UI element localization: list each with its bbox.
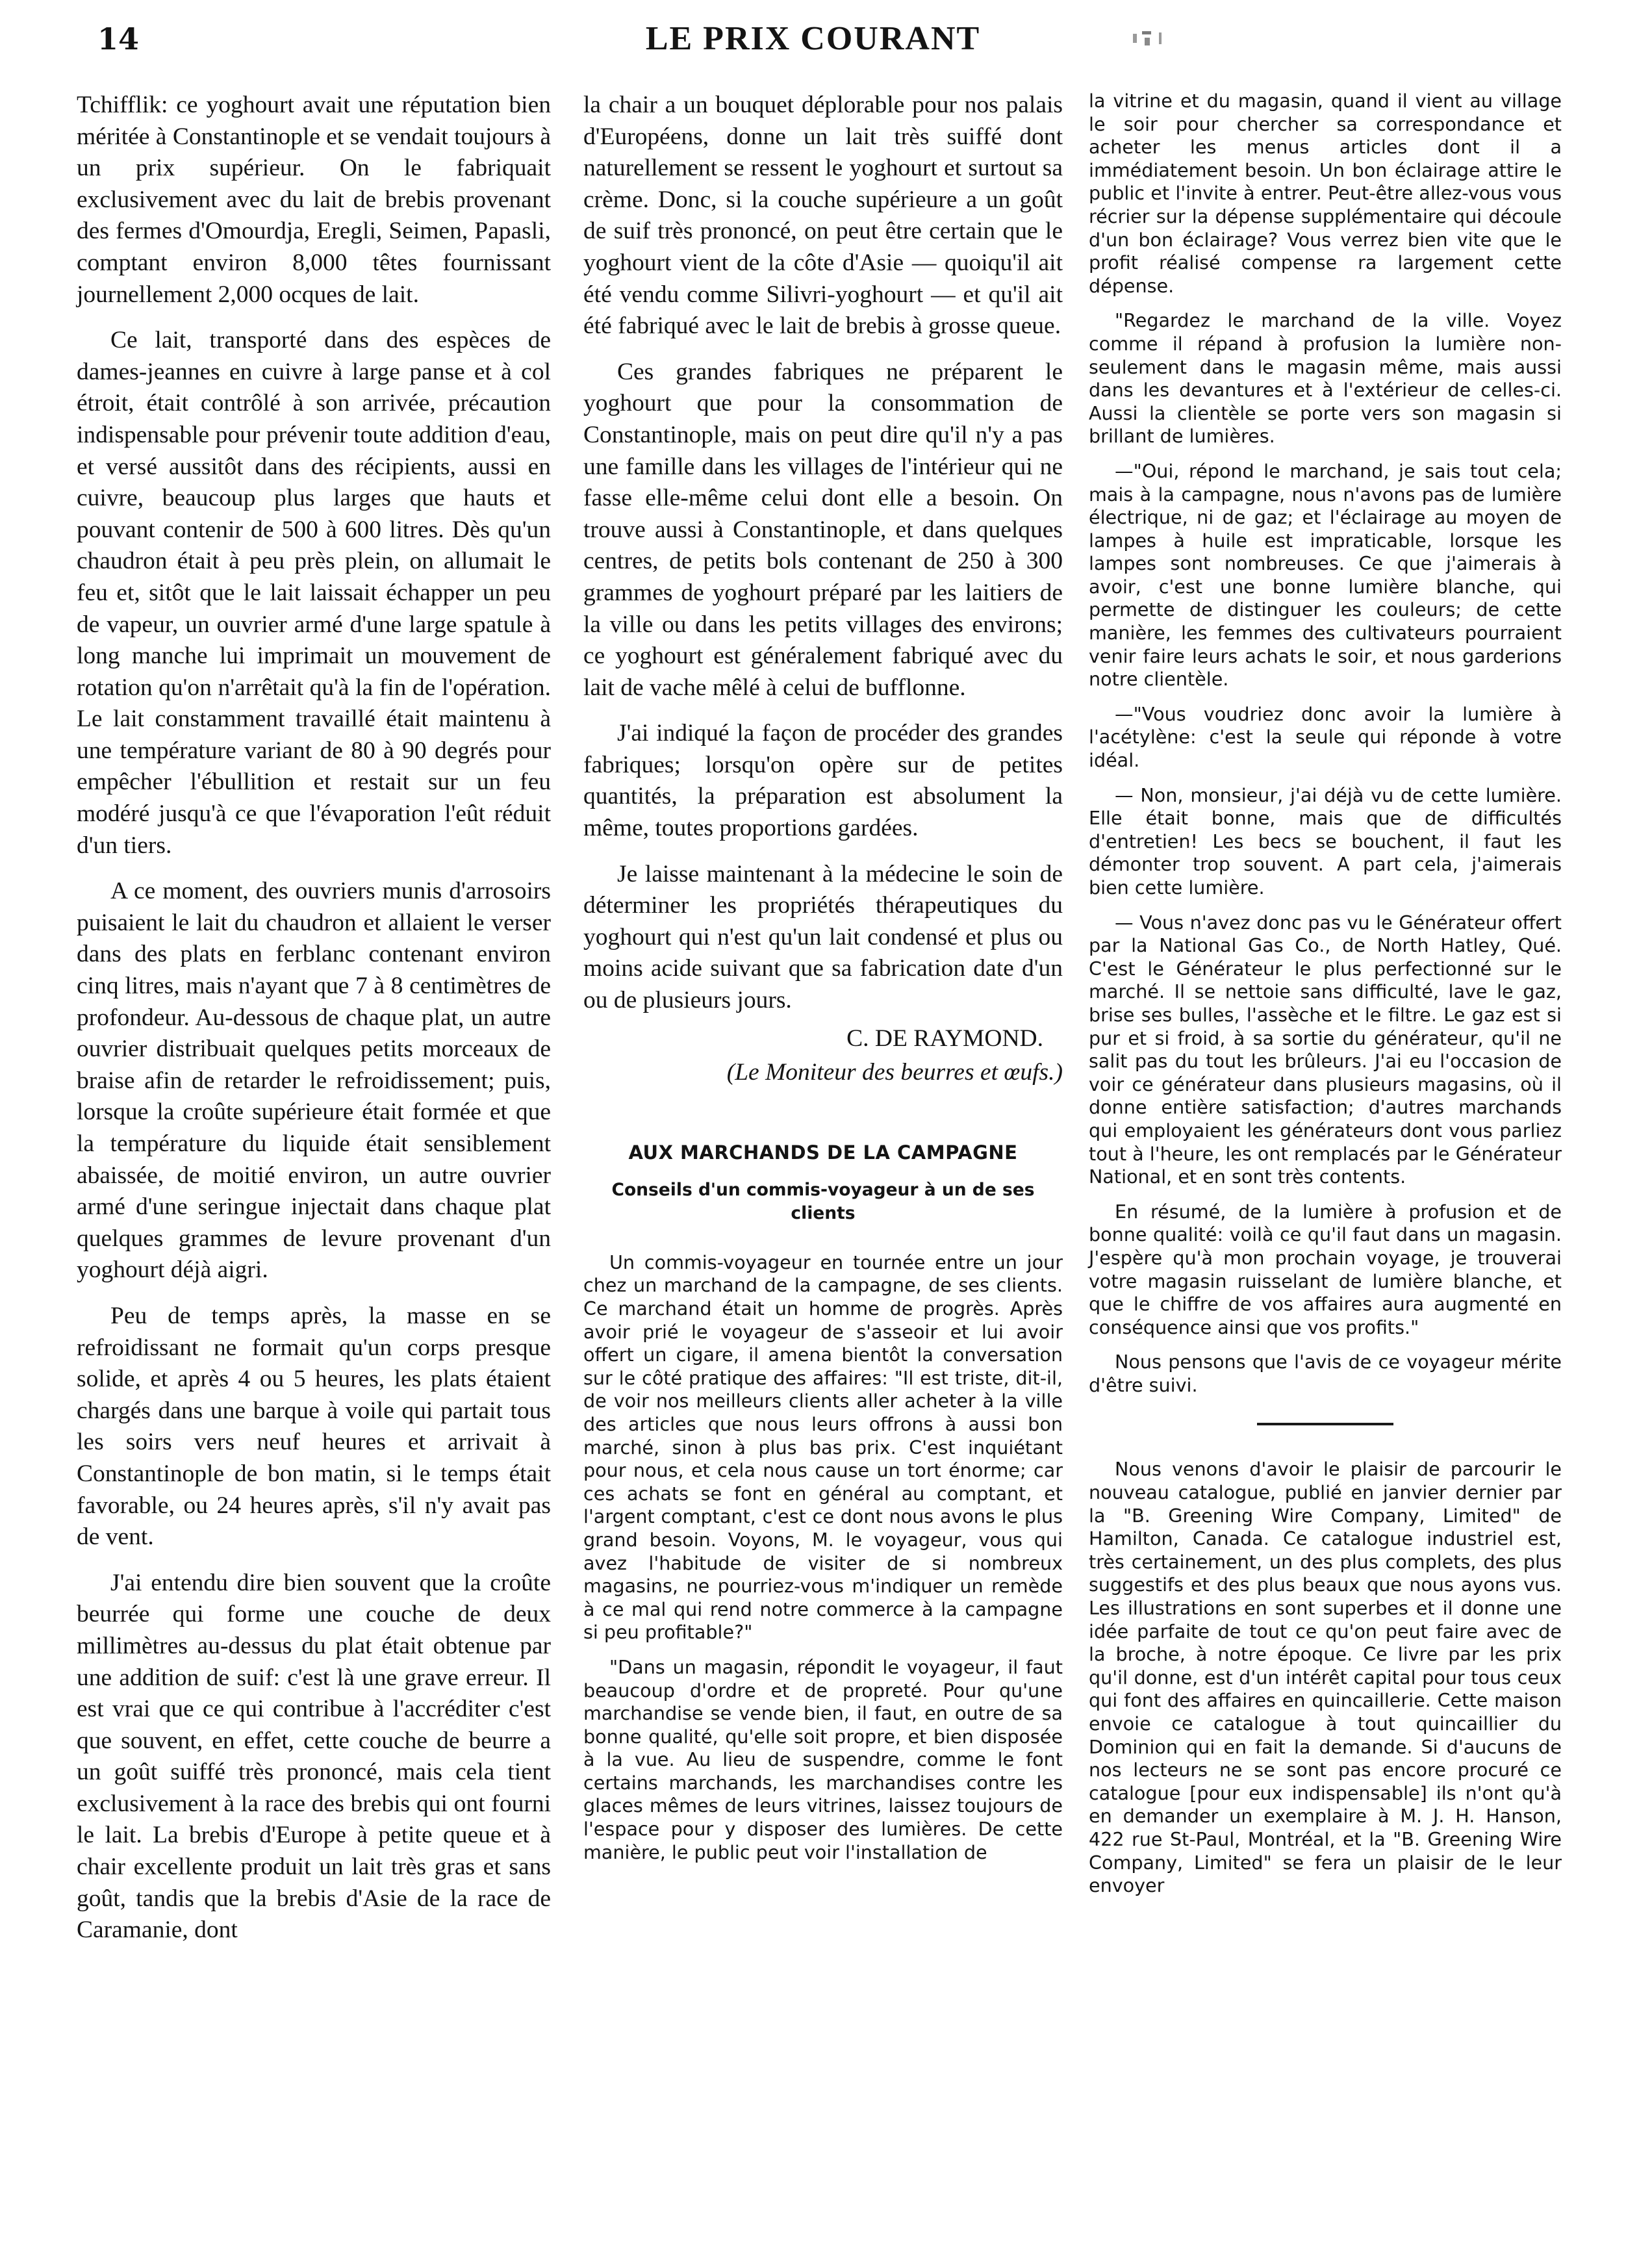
- paragraph: Je laisse maintenant à la médecine le soin de déterminer les propriétés thérapeutiques du yoghourt qui n'est qu'un lait condensé et plus ou moins acide suivant que sa fabrication date d'un ou de plusieurs jours.: [583, 860, 1063, 1014]
- journal-title: LE PRIX COURANT: [645, 20, 981, 57]
- article-body: [583, 1251, 1063, 1864]
- section-divider: [1257, 1423, 1393, 1425]
- paragraph: Nous pensons que l'avis de ce voyageur mérite d'être suivi.: [1089, 1351, 1562, 1396]
- column-right: [1089, 90, 1562, 1898]
- page-header: [0, 0, 1626, 71]
- page-number: 14: [97, 21, 140, 57]
- paragraph: la chair a un bouquet déplorable pour nos palais d'Européens, donne un lait très suiffé dont naturellement se ressent le yoghourt et surtout sa crème. Donc, si la couche supérieure a un goût de suif très prononcé, on peut être certain que le yoghourt vient de la côte d'Asie — quoiqu'il ait été vendu comme Silivri-yoghourt — et qu'il ait été fabriqué avec le lait de brebis à grosse queue.: [583, 92, 1063, 340]
- paragraph: Ce lait, transporté dans des espèces de dames-jeannes en cuivre à large panse et à col étroit, était contrôlé à son arrivée, précaution indispensable pour prévenir toute addition d'eau, et versé aussitôt dans des récipients, aussi en cuivre, beaucoup plus larges que hauts et pouvant contenir de 500 à 600 litres. Dès qu'un chaudron était à peu près plein, on allumait le feu et, sitôt que le lait laissait échapper un peu de vapeur, un ouvrier armé d'une large spatule à long manche lui imprimait un mouvement de rotation qu'on n'arrêtait qu'à la fin de l'opération. Le lait constamment travaillé était maintenu à une température variant de 80 à 90 degrés pour empêcher l'ébullition et restait sur un feu modéré jusqu'à ce que l'évaporation l'eût réduit d'un tiers.: [77, 327, 551, 859]
- paragraph: A ce moment, des ouvriers munis d'arrosoirs puisaient le lait du chaudron et allaient le verser dans des plats en ferblanc contenant environ cinq litres, mais n'ayant que 7 à 8 centimètres de profondeur. Au-dessous de chaque plat, un autre ouvrier distribuait quelques petits morceaux de braise afin de retarder le refroidissement; puis, lorsque la croûte supérieure était formée et que la température du liquide était sensiblement abaissée, de moitié environ, un autre ouvrier armé d'une seringue injectait dans chaque plat quelques grammes de levure provenant d'un yoghourt déjà aigri.: [77, 878, 551, 1284]
- paragraph: —"Vous voudriez donc avoir la lumière à l'acétylène: c'est la seule qui réponde à votre idéal.: [1089, 702, 1562, 772]
- paragraph: Nous venons d'avoir le plaisir de parcourir le nouveau catalogue, publié en janvier dernier par la "B. Greening Wire Company, Limited" de Hamilton, Canada. Ce catalogue industriel est, très certainement, un des plus complets, des plus suggestifs et des plus beaux que nous ayons vus. Les illustrations en sont superbes et il donne une idée parfaite de tout ce qu'on peut faire avec de la broche, à notre époque. Ce livre par les prix qu'il donne, est d'un intérêt capital pour tous ceux qui font des affaires en quincaillerie. Cette maison envoie ce catalogue à tout quincaillier du Dominion qui en fait la demande. Si d'aucuns de nos lecteurs ne se sont pas encore procuré ce catalogue [pour eux indispensable] ils n'ont qu'à en demander un exemplaire à M. J. H. Hanson, 422 rue St-Paul, Montréal, et la "B. Greening Wire Company, Limited" se fera un plaisir de le leur envoyer: [1089, 1458, 1562, 1897]
- article-headline: AUX MARCHANDS DE LA CAMPAGNE: [628, 1141, 1018, 1164]
- yoghourt-article-end: [583, 90, 1063, 1089]
- paragraph: Un commis-voyageur en tournée entre un jour chez un marchand de la campagne, de ses clients. Ce marchand était un homme de progrès. Après avoir prié le voyageur de s'asseoir et lui avoir offert un cigare, il amena bientôt la conversation sur le côté pratique des affaires: "Il est triste, dit-il, de voir nos meilleurs clients aller acheter à la ville des articles que nous leurs offrons à aussi bon marché, sinon à plus bas prix. C'est inquiétant pour nous, et cela nous cause un tort énorme; car ces achats se font en général au comptant, et l'argent comptant, c'est ce dont nous avons le plus grand besoin. Voyons, M. le voyageur, vous qui avez l'habitude de visiter de si nombreux magasins, ne pourriez-vous m'indiquer un remède à ce mal qui rend notre commerce à la campagne si peu profitable?": [583, 1251, 1063, 1644]
- paragraph: J'ai entendu dire bien souvent que la croûte beurrée qui forme une couche de deux millimètres au-dessus du plat était obtenue par une addition de suif: c'est là une grave erreur. Il est vrai que ce qui contribue à l'accréditer c'est que souvent, en effet, cette couche de beurre a un goût suiffé très prononcé, mais cela tient exclusivement à la race des brebis qui ont fourni le lait. La brebis d'Europe à petite queue et à chair excellente produit un lait très gras et sans goût, tandis que la brebis d'Asie de la race de Caramanie, dont: [77, 1569, 551, 1944]
- source-citation: (Le Moniteur des beurres et œufs.): [726, 1059, 1063, 1086]
- paragraph: —"Oui, répond le marchand, je sais tout cela; mais à la campagne, nous n'avons pas de lumière électrique, ni de gaz; et l'éclairage au moyen de lampes à huile est impraticable, lorsque les lampes sont nombreuses. Ce que j'aimerais à avoir, c'est une bonne lumière blanche, qui permette de distinguer les couleurs; de cette manière, les femmes des cultivateurs pourraient venir faire leurs achats le soir, et nous garderions notre clientèle.: [1089, 459, 1562, 691]
- paragraph: la vitrine et du magasin, quand il vient au village le soir pour chercher sa correspondance et acheter les menus articles dont il a immédiatement besoin. Un bon éclairage attire le public et l'invite à entrer. Peut-être allez-vous vous récrier sur la dépense supplémentaire qui découle d'un bon éclairage? Vous verrez bien vite que le profit réalisé compense ra largement cette dépense.: [1089, 90, 1562, 297]
- paragraph: Ces grandes fabriques ne préparent le yoghourt que pour la consommation de Constantinople, mais on peut dire qu'il n'y a pas une famille dans les villages de l'intérieur qui ne fasse elle-même celui dont elle a besoin. On trouve aussi à Constantinople, et dans quelques centres, de petits bols contenant de 250 à 300 grammes de yoghourt préparé par les laitiers de la ville ou dans les petits villages des environs; ce yoghourt est généralement fabriqué avec du lait de vache mêlé à celui de bufflonne.: [583, 358, 1063, 701]
- paragraph: En résumé, de la lumière à profusion et de bonne qualité: voilà ce qu'il faut dans un magasin. J'espère qu'à mon prochain voyage, je trouverai votre magasin ruisselant de lumière blanche, et que le chiffre de vos affaires aura augmenté en conséquence ainsi que vos profits.": [1089, 1200, 1562, 1338]
- paragraph: — Non, monsieur, j'ai déjà vu de cette lumière. Elle était bonne, mais que de difficultés d'entretien! Les becs se bouchent, il faut les démonter trop souvent. A part cela, j'aimerais bien cette lumière.: [1089, 784, 1562, 898]
- paragraph: — Vous n'avez donc pas vu le Générateur offert par la National Gas Co., de North Hatley, Qué. C'est le Générateur le plus perfectionné sur le marché. Il se nettoie sans difficulté, lave le gaz, brise ses bulles, l'assèche et le filtre. Le gaz est si pur et si froid, à sa sortie du générateur, qu'il ne salit pas du tout les brûleurs. J'ai eu l'occasion de voir ce générateur dans plusieurs magasins, où il donne entière satisfaction; d'autres marchands qui employaient les générateurs dont vous parliez tout à l'heure, les ont remplacés par le Générateur National, et en sont très contents.: [1089, 911, 1562, 1188]
- paragraph: "Dans un magasin, répondit le voyageur, il faut beaucoup d'ordre et de propreté. Pour qu'une marchandise se vende bien, il faut, en outre de sa bonne qualité, qu'elle soit propre, et bien disposée à la vue. Au lieu de suspendre, comme le font certains marchands, les marchandises contre les glaces mêmes de leurs vitrines, laissez toujours de l'espace pour y disposer des lumières. De cette manière, le public peut voir l'installation de: [583, 1655, 1063, 1863]
- author-signature: C. DE RAYMOND.: [846, 1025, 1043, 1052]
- column-middle: [583, 90, 1063, 1864]
- column-left: [77, 90, 551, 1946]
- paragraph: "Regardez le marchand de la ville. Voyez comme il répand à profusion la lumière non-seulement dans le magasin même, mais aussi dans les devantures et à l'extérieur de celles-ci. Aussi la clientèle se porte vers son magasin si brillant de lumières.: [1089, 309, 1562, 448]
- paragraph: Peu de temps après, la masse en se refroidissant ne formait qu'un corps presque solide, et après 4 ou 5 heures, les plats étaient chargés dans une barque à voile qui partait tous les soirs vers neuf heures et arrivait à Constantinople de bon matin, si le temps était favorable, ou 24 heures après, s'il n'y avait pas de vent.: [77, 1302, 551, 1551]
- article-subheadline: Conseils d'un commis-voyageur à un de ses clients: [611, 1179, 1035, 1223]
- paragraph: Tchifflik: ce yoghourt avait une réputation bien méritée à Constantinople et se vendait toujours à un prix supérieur. On le fabriquait exclusivement avec du lait de brebis provenant des fermes d'Omourdja, Eregli, Seimen, Papasli, comptant environ 8,000 têtes fournissant journellement 2,000 ocques de lait.: [77, 92, 552, 308]
- print-smudge: [1130, 29, 1169, 48]
- paragraph: J'ai indiqué la façon de procéder des grandes fabriques; lorsqu'on opère sur de petites quantités, la préparation est absolument la même, toutes proportions gardées.: [583, 720, 1063, 842]
